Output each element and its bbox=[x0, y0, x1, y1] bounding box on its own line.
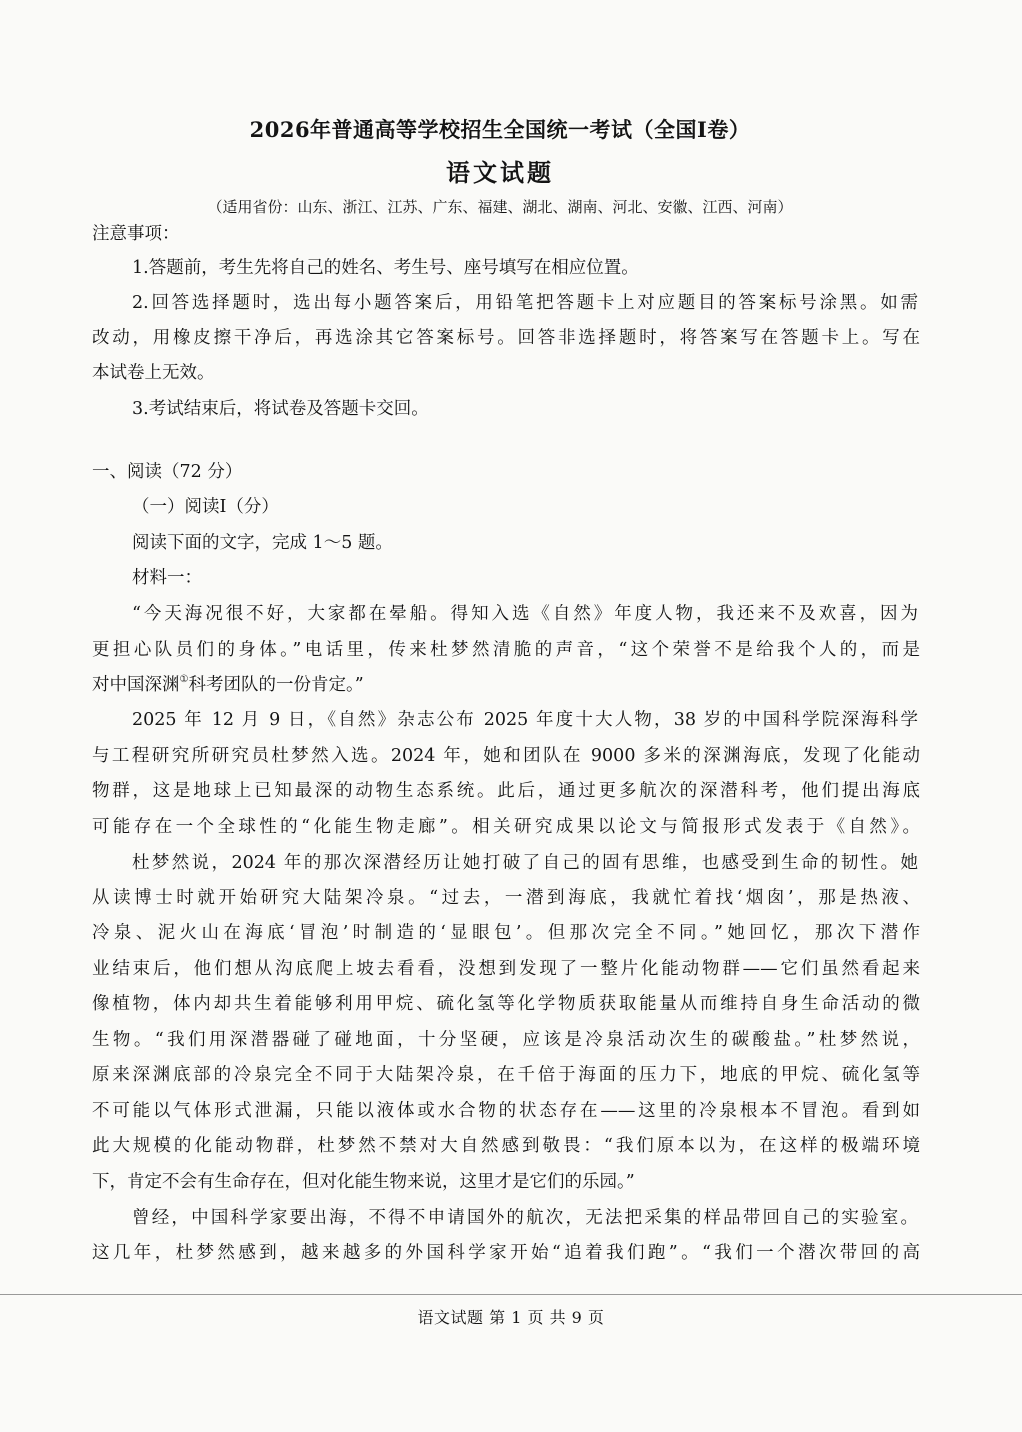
passage-line: 原来深渊底部的冷泉完全不同于大陆架冷泉，在千倍于海面的压力下，地底的甲烷、硫化氢等 bbox=[92, 1065, 920, 1085]
footer-divider bbox=[0, 1294, 1022, 1295]
note-item-2-line-2: 改动，用橡皮擦干净后，再选涂其它答案标号。回答非选择题时，将答案写在答题卡上。写在 bbox=[92, 328, 920, 348]
applicable-provinces: （适用省份：山东、浙江、江苏、广东、福建、湖北、湖南、河北、安徽、江西、河南） bbox=[207, 198, 793, 216]
note-item-2-line-3: 本试卷上无效。 bbox=[92, 363, 215, 383]
note-item-1: 1.答题前，考生先将自己的姓名、考生号、座号填写在相应位置。 bbox=[132, 258, 639, 278]
passage-line: 可能存在一个全球性的“化能生物走廊”。相关研究成果以论文与简报形式发表于《自然》。 bbox=[92, 817, 920, 837]
note-item-2-line-1: 2.回答选择题时，选出每小题答案后，用铅笔把答题卡上对应题目的答案标号涂黑。如需 bbox=[132, 293, 918, 313]
exam-title: 2026年普通高等学校招生全国统一考试（全国Ⅰ卷） bbox=[249, 117, 751, 142]
passage-line: 从读博士时就开始研究大陆架冷泉。“过去，一潜到海底，我就忙着找‘烟囱’，那是热液、 bbox=[92, 888, 920, 908]
notes-heading: 注意事项： bbox=[92, 224, 180, 244]
page-footer: 语文试题 第 1 页 共 9 页 bbox=[417, 1308, 605, 1327]
footnote-marker: ① bbox=[179, 674, 189, 685]
passage-line: “今天海况很不好，大家都在晕船。得知入选《自然》年度人物，我还来不及欢喜，因为 bbox=[132, 604, 918, 624]
note-item-3: 3.考试结束后，将试卷及答题卡交回。 bbox=[132, 399, 429, 419]
passage-line: 不可能以气体形式泄漏，只能以液体或水合物的状态存在——这里的冷泉根本不冒泡。看到如 bbox=[92, 1101, 920, 1121]
passage-line: 此大规模的化能动物群，杜梦然不禁对大自然感到敬畏：“我们原本以为，在这样的极端环境 bbox=[92, 1136, 920, 1156]
passage-line: 与工程研究所研究员杜梦然入选。2024 年，她和团队在 9000 多米的深渊海底，发现了化能动 bbox=[92, 746, 920, 766]
section-heading: 一、阅读（72 分） bbox=[92, 462, 243, 482]
passage-line: 业结束后，他们想从沟底爬上坡去看看，没想到发现了一整片化能动物群——它们虽然看起来 bbox=[92, 959, 920, 979]
passage-line: 杜梦然说，2024 年的那次深潜经历让她打破了自己的固有思维，也感受到生命的韧性。她 bbox=[132, 853, 918, 873]
passage-line: 生物。“我们用深潜器碰了碰地面，十分坚硬，应该是冷泉活动次生的碳酸盐。”杜梦然说， bbox=[92, 1030, 920, 1050]
passage-line: 下，肯定不会有生命存在，但对化能生物来说，这里才是它们的乐园。” bbox=[92, 1172, 635, 1192]
exam-subject: 语文试题 bbox=[446, 158, 554, 187]
passage-line: 这几年，杜梦然感到，越来越多的外国科学家开始“追着我们跑”。“我们一个潜次带回的高 bbox=[92, 1243, 920, 1263]
passage-text: 科考团队的一份肯定。” bbox=[188, 675, 364, 695]
passage-line: 2025 年 12 月 9 日，《自然》杂志公布 2025 年度十大人物，38 岁的中国科学院深海科学 bbox=[132, 710, 918, 730]
passage-line: 冷泉、泥火山在海底‘冒泡’时制造的‘显眼包’。但那次完全不同。”她回忆，那次下潜作 bbox=[92, 923, 920, 943]
passage-line: 曾经，中国科学家要出海，不得不申请国外的航次，无法把采集的样品带回自己的实验室。 bbox=[132, 1208, 918, 1228]
material-label: 材料一： bbox=[132, 568, 202, 588]
reading-instruction: 阅读下面的文字，完成 1～5 题。 bbox=[132, 533, 393, 553]
passage-line: 像植物，体内却共生着能够利用甲烷、硫化氢等化学物质获取能量从而维持自身生命活动的微 bbox=[92, 994, 920, 1014]
passage-line: 物群，这是地球上已知最深的动物生态系统。此后，通过更多航次的深潜科考，他们提出海底 bbox=[92, 781, 920, 801]
passage-line: 更担心队员们的身体。”电话里，传来杜梦然清脆的声音，“这个荣誉不是给我个人的，而是 bbox=[92, 640, 920, 660]
passage-line bbox=[92, 674, 364, 695]
passage-text: 对中国深渊 bbox=[92, 675, 180, 695]
subsection-heading: （一）阅读Ⅰ（分） bbox=[132, 497, 279, 517]
